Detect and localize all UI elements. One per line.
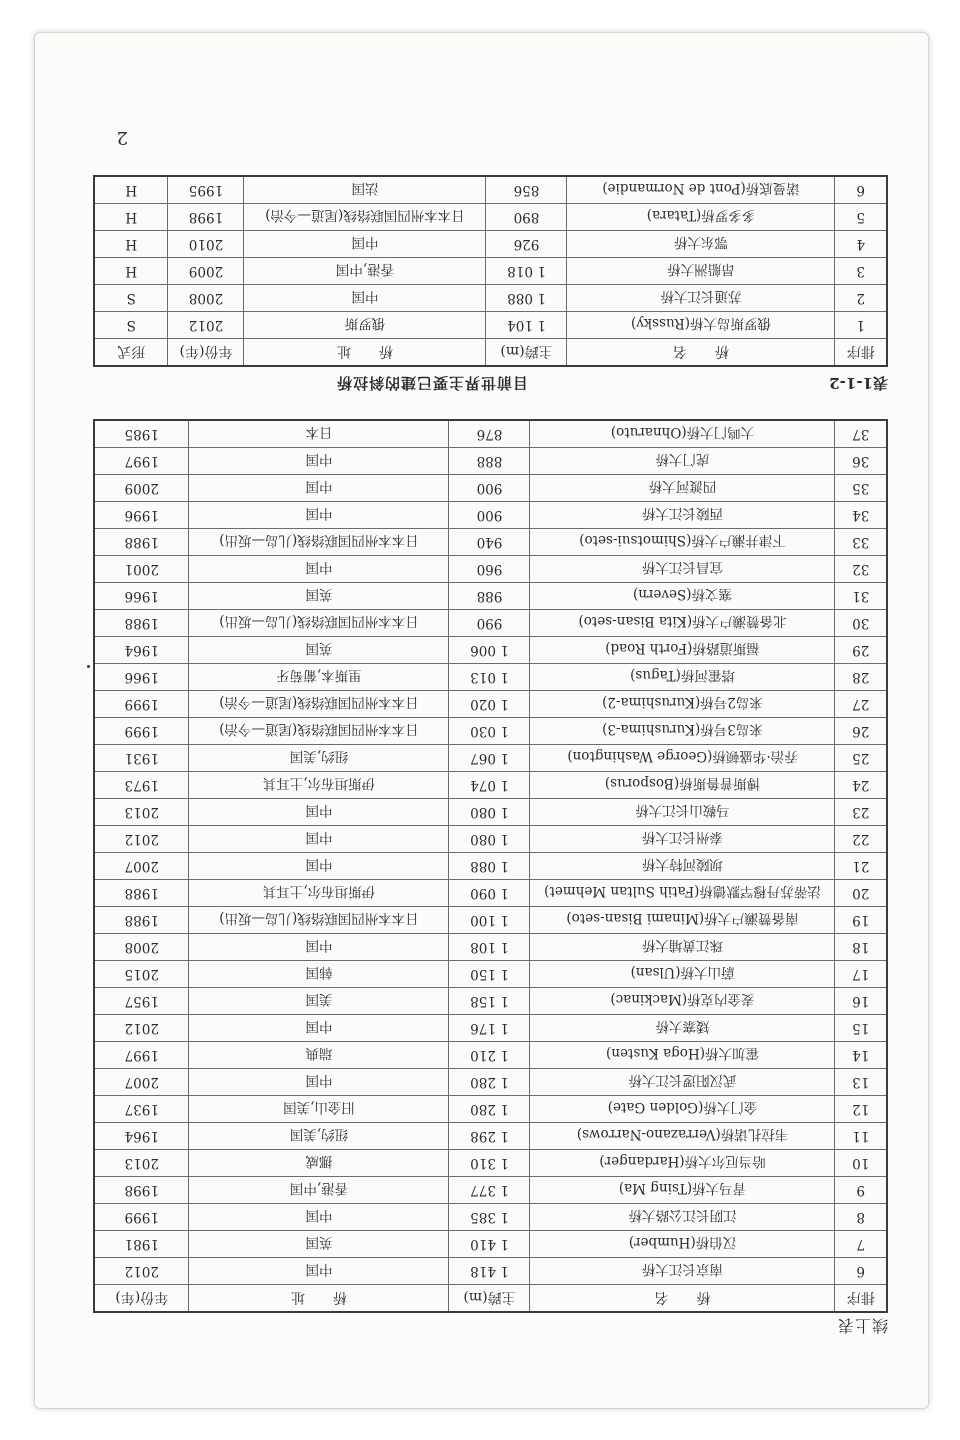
rank-cell: 29 (835, 637, 887, 664)
rank-cell: 8 (835, 1204, 887, 1231)
rank-cell: 4 (835, 231, 887, 258)
year-cell: 2012 (168, 312, 244, 339)
location-cell: 里斯本,葡萄牙 (189, 664, 449, 691)
rank-cell: 18 (835, 934, 887, 961)
rank-cell: 1 (835, 312, 887, 339)
bridge-name-cell: 来岛3号桥(Kurushima-3) (530, 718, 835, 745)
main-span-cell: 1 006 (449, 637, 530, 664)
table-row (94, 664, 887, 691)
location-cell: 日本本州四国联络线(儿岛—坂出) (189, 529, 449, 556)
table-row (94, 1069, 887, 1096)
location-cell: 中国 (189, 475, 449, 502)
bridge-name-cell: 昂船洲大桥 (567, 258, 835, 285)
rank-cell: 16 (835, 988, 887, 1015)
main-span-cell: 1 088 (449, 853, 530, 880)
year-cell: 1997 (94, 448, 189, 475)
rank-cell: 36 (835, 448, 887, 475)
form-cell: H (94, 204, 168, 231)
rank-cell: 28 (835, 664, 887, 691)
main-span-cell: 856 (486, 176, 567, 204)
bridge-name-cell: 博斯普鲁斯桥(Bosporus) (530, 772, 835, 799)
rank-cell: 34 (835, 502, 887, 529)
year-cell: 1966 (94, 583, 189, 610)
location-cell: 英国 (189, 1231, 449, 1258)
rank-cell: 17 (835, 961, 887, 988)
year-cell: 1957 (94, 988, 189, 1015)
location-cell: 挪威 (189, 1150, 449, 1177)
bridge-name-cell: 福斯道路桥(Forth Road) (530, 637, 835, 664)
year-cell: 2012 (94, 826, 189, 853)
rotated-page-content (35, 33, 928, 1408)
bridge-name-cell: 法蒂苏丹穆罕默德桥(Fatih Sultan Mehmet) (530, 880, 835, 907)
year-cell: 1981 (94, 1231, 189, 1258)
location-cell: 日本本州四国联络线(尾道—今治) (244, 204, 486, 231)
location-cell: 中国 (189, 934, 449, 961)
year-cell: 2001 (94, 556, 189, 583)
form-cell: S (94, 312, 168, 339)
bridge-name-cell: 大鸣门大桥(Ohnaruto) (530, 420, 835, 448)
rank-cell: 21 (835, 853, 887, 880)
location-cell: 中国 (189, 448, 449, 475)
main-span-cell: 1 030 (449, 718, 530, 745)
header-year: 年份(年) (168, 339, 244, 367)
table-row (94, 1096, 887, 1123)
location-cell: 中国 (189, 826, 449, 853)
rank-cell: 13 (835, 1069, 887, 1096)
table-row (94, 502, 887, 529)
main-span-cell: 960 (449, 556, 530, 583)
year-cell: 2007 (94, 1069, 189, 1096)
main-span-cell: 940 (449, 529, 530, 556)
year-cell: 1998 (168, 204, 244, 231)
form-cell: H (94, 231, 168, 258)
table-row (94, 1123, 887, 1150)
bridge-name-cell: 蔚山大桥(Ulsan) (530, 961, 835, 988)
bridge-name-cell: 珠江黄埔大桥 (530, 934, 835, 961)
table-row (94, 1231, 887, 1258)
location-cell: 香港,中国 (189, 1177, 449, 1204)
table-row (94, 745, 887, 772)
bridge-name-cell: 泰州长江大桥 (530, 826, 835, 853)
year-cell: 2012 (94, 1258, 189, 1285)
main-span-cell: 1 104 (486, 312, 567, 339)
main-span-cell: 1 080 (449, 799, 530, 826)
main-span-cell: 1 158 (449, 988, 530, 1015)
location-cell: 日本本州四国联络线(尾道—今治) (189, 718, 449, 745)
main-span-cell: 1 074 (449, 772, 530, 799)
location-cell: 瑞典 (189, 1042, 449, 1069)
table-row (94, 1042, 887, 1069)
bridge-name-cell: 南京长江大桥 (530, 1258, 835, 1285)
main-span-cell: 1 067 (449, 745, 530, 772)
rank-cell: 5 (835, 204, 887, 231)
main-span-cell: 926 (486, 231, 567, 258)
rank-cell: 35 (835, 475, 887, 502)
rank-cell: 11 (835, 1123, 887, 1150)
rank-cell: 15 (835, 1015, 887, 1042)
rank-cell: 23 (835, 799, 887, 826)
location-cell: 中国 (189, 1258, 449, 1285)
bridge-name-cell: 金门大桥(Golden Gate) (530, 1096, 835, 1123)
location-cell: 中国 (189, 1204, 449, 1231)
form-cell: H (94, 176, 168, 204)
table-row (94, 1204, 887, 1231)
year-cell: 1988 (94, 529, 189, 556)
table-row (94, 772, 887, 799)
header-main-span: 主跨(m) (449, 1285, 530, 1313)
table-row (94, 1150, 887, 1177)
header-rank: 排序 (835, 1285, 887, 1313)
bridge-name-cell: 马鞍山长江大桥 (530, 799, 835, 826)
bridge-name-cell: 武汉阳逻长江大桥 (530, 1069, 835, 1096)
year-cell: 2008 (94, 934, 189, 961)
bridge-name-cell: 鄂东大桥 (567, 231, 835, 258)
rank-cell: 19 (835, 907, 887, 934)
table-row (94, 529, 887, 556)
scan-speck (87, 665, 90, 668)
table-row (94, 583, 887, 610)
main-span-cell: 900 (449, 502, 530, 529)
location-cell: 英国 (189, 637, 449, 664)
main-span-cell: 888 (449, 448, 530, 475)
rank-cell: 2 (835, 285, 887, 312)
main-span-cell: 1 418 (449, 1258, 530, 1285)
year-cell: 1997 (94, 1042, 189, 1069)
bridge-name-cell: 青马大桥(Tsing Ma) (530, 1177, 835, 1204)
rank-cell: 20 (835, 880, 887, 907)
year-cell: 2007 (94, 853, 189, 880)
header-location: 桥 址 (244, 339, 486, 367)
table-row (94, 1258, 887, 1285)
table-row (94, 258, 887, 285)
table-row (94, 880, 887, 907)
main-span-cell: 1 210 (449, 1042, 530, 1069)
bridge-name-cell: 塔霍河桥(Tagus) (530, 664, 835, 691)
table-header-row (94, 339, 887, 367)
bridge-name-cell: 江阴长江公路大桥 (530, 1204, 835, 1231)
rank-cell: 22 (835, 826, 887, 853)
year-cell: 2012 (94, 1015, 189, 1042)
header-location: 桥 址 (189, 1285, 449, 1313)
page-number: 2 (116, 127, 128, 148)
bridge-name-cell: 苏通长江大桥 (567, 285, 835, 312)
year-cell: 2013 (94, 799, 189, 826)
bridge-name-cell: 哈当厄尔大桥(Hardanger) (530, 1150, 835, 1177)
bridge-name-cell: 塞文桥(Severn) (530, 583, 835, 610)
year-cell: 1998 (94, 1177, 189, 1204)
year-cell: 1999 (94, 718, 189, 745)
bridge-name-cell: 北备赞濑户大桥(Kita Bisan-seto) (530, 610, 835, 637)
year-cell: 2009 (94, 475, 189, 502)
rank-cell: 37 (835, 420, 887, 448)
location-cell: 香港,中国 (244, 258, 486, 285)
bridge-name-cell: 霍加大桥(Hoga Kusten) (530, 1042, 835, 1069)
location-cell: 韩国 (189, 961, 449, 988)
table-row (94, 1177, 887, 1204)
bridge-name-cell: 虎门大桥 (530, 448, 835, 475)
rank-cell: 3 (835, 258, 887, 285)
table-row (94, 637, 887, 664)
scanned-page (34, 32, 929, 1409)
table-row (94, 176, 887, 204)
location-cell: 中国 (189, 799, 449, 826)
bridge-name-cell: 多多罗桥(Tatara) (567, 204, 835, 231)
rank-cell: 27 (835, 691, 887, 718)
year-cell: 1973 (94, 772, 189, 799)
table-row (94, 204, 887, 231)
main-span-cell: 1 280 (449, 1096, 530, 1123)
year-cell: 1996 (94, 502, 189, 529)
table-body (94, 420, 887, 1285)
bridge-name-cell: 下津井濑户大桥(Shimotsui-seto) (530, 529, 835, 556)
year-cell: 2015 (94, 961, 189, 988)
main-span-cell: 1 280 (449, 1069, 530, 1096)
bridge-name-cell: 乔治·华盛顿桥(George Washington) (530, 745, 835, 772)
main-span-cell: 1 377 (449, 1177, 530, 1204)
rank-cell: 10 (835, 1150, 887, 1177)
table-row (94, 853, 887, 880)
header-year: 年份(年) (94, 1285, 189, 1313)
bridge-name-cell: 南备赞濑户大桥(Minami Bisan-seto) (530, 907, 835, 934)
table-row (94, 312, 887, 339)
main-span-cell: 1 385 (449, 1204, 530, 1231)
location-cell: 日本本州四国联络线(儿岛—坂出) (189, 610, 449, 637)
rank-cell: 26 (835, 718, 887, 745)
location-cell: 日本本州四国联络线(尾道—今治) (189, 691, 449, 718)
rank-cell: 7 (835, 1231, 887, 1258)
table-number: 表1-1-2 (829, 374, 888, 392)
header-form: 形式 (94, 339, 168, 367)
table-row (94, 934, 887, 961)
rank-cell: 30 (835, 610, 887, 637)
year-cell: 1964 (94, 1123, 189, 1150)
year-cell: 1988 (94, 610, 189, 637)
rank-cell: 24 (835, 772, 887, 799)
bridge-name-cell: 麦金内克桥(Mackinac) (530, 988, 835, 1015)
year-cell: 1964 (94, 637, 189, 664)
main-span-cell: 1 100 (449, 907, 530, 934)
bridge-name-cell: 宜昌长江大桥 (530, 556, 835, 583)
bridge-name-cell: 韦拉扎诺桥(Verrazano-Narrows) (530, 1123, 835, 1150)
table-row (94, 799, 887, 826)
bridge-name-cell: 矮寨大桥 (530, 1015, 835, 1042)
year-cell: 1999 (94, 691, 189, 718)
main-span-cell: 1 410 (449, 1231, 530, 1258)
bridge-name-cell: 坝陵河特大桥 (530, 853, 835, 880)
bridge-name-cell: 四渡河大桥 (530, 475, 835, 502)
bridge-name-cell: 西陵长江大桥 (530, 502, 835, 529)
location-cell: 伊斯坦布尔,土耳其 (189, 772, 449, 799)
table-header-row (94, 1285, 887, 1313)
table-row (94, 988, 887, 1015)
main-span-cell: 988 (449, 583, 530, 610)
table-row (94, 826, 887, 853)
main-span-cell: 1 088 (486, 285, 567, 312)
main-span-cell: 890 (486, 204, 567, 231)
rank-cell: 33 (835, 529, 887, 556)
main-span-cell: 1 013 (449, 664, 530, 691)
header-bridge-name: 桥 名 (567, 339, 835, 367)
location-cell: 旧金山,美国 (189, 1096, 449, 1123)
main-span-cell: 1 108 (449, 934, 530, 961)
table-title: 目前世界主要已建的斜拉桥 (335, 374, 528, 392)
main-span-cell: 1 090 (449, 880, 530, 907)
table-row (94, 420, 887, 448)
rank-cell: 14 (835, 1042, 887, 1069)
table-row (94, 907, 887, 934)
continued-suspension-bridge-table (93, 419, 888, 1313)
rank-cell: 31 (835, 583, 887, 610)
location-cell: 日本本州四国联络线(儿岛—坂出) (189, 907, 449, 934)
continued-label: 续上表 (836, 1316, 888, 1335)
location-cell: 日本 (189, 420, 449, 448)
main-span-cell: 1 310 (449, 1150, 530, 1177)
location-cell: 中国 (189, 502, 449, 529)
table-row (94, 610, 887, 637)
table-row (94, 231, 887, 258)
main-span-cell: 990 (449, 610, 530, 637)
table-row (94, 448, 887, 475)
header-main-span: 主跨(m) (486, 339, 567, 367)
main-span-cell: 1 018 (486, 258, 567, 285)
year-cell: 1995 (168, 176, 244, 204)
year-cell: 1988 (94, 880, 189, 907)
main-span-cell: 1 150 (449, 961, 530, 988)
rank-cell: 6 (835, 176, 887, 204)
rank-cell: 9 (835, 1177, 887, 1204)
main-span-cell: 876 (449, 420, 530, 448)
main-span-cell: 900 (449, 475, 530, 502)
cable-stayed-bridge-table (93, 175, 888, 367)
rank-cell: 6 (835, 1258, 887, 1285)
location-cell: 俄罗斯 (244, 312, 486, 339)
location-cell: 美国 (189, 988, 449, 1015)
bridge-name-cell: 汉伯桥(Humber) (530, 1231, 835, 1258)
year-cell: 1985 (94, 420, 189, 448)
bridge-name-cell: 诺曼底桥(Pont de Normandie) (567, 176, 835, 204)
year-cell: 2010 (168, 231, 244, 258)
table-body (94, 176, 887, 339)
main-span-cell: 1 176 (449, 1015, 530, 1042)
location-cell: 伊斯坦布尔,土耳其 (189, 880, 449, 907)
year-cell: 1931 (94, 745, 189, 772)
bridge-name-cell: 俄罗斯岛大桥(Russky) (567, 312, 835, 339)
table-row (94, 285, 887, 312)
year-cell: 1937 (94, 1096, 189, 1123)
location-cell: 中国 (189, 1069, 449, 1096)
main-span-cell: 1 298 (449, 1123, 530, 1150)
table-row (94, 961, 887, 988)
form-cell: S (94, 285, 168, 312)
year-cell: 1966 (94, 664, 189, 691)
table-row (94, 556, 887, 583)
table-row (94, 1015, 887, 1042)
rank-cell: 25 (835, 745, 887, 772)
location-cell: 中国 (244, 285, 486, 312)
main-span-cell: 1 020 (449, 691, 530, 718)
year-cell: 1999 (94, 1204, 189, 1231)
form-cell: H (94, 258, 168, 285)
header-rank: 排序 (835, 339, 887, 367)
location-cell: 中国 (189, 1015, 449, 1042)
rank-cell: 12 (835, 1096, 887, 1123)
main-span-cell: 1 080 (449, 826, 530, 853)
location-cell: 中国 (244, 231, 486, 258)
location-cell: 纽约,美国 (189, 745, 449, 772)
location-cell: 中国 (189, 853, 449, 880)
header-bridge-name: 桥 名 (530, 1285, 835, 1313)
location-cell: 法国 (244, 176, 486, 204)
location-cell: 中国 (189, 556, 449, 583)
location-cell: 纽约,美国 (189, 1123, 449, 1150)
bridge-name-cell: 来岛2号桥(Kurushima-2) (530, 691, 835, 718)
year-cell: 1988 (94, 907, 189, 934)
table-row (94, 475, 887, 502)
year-cell: 2009 (168, 258, 244, 285)
year-cell: 2008 (168, 285, 244, 312)
table-row (94, 718, 887, 745)
year-cell: 2013 (94, 1150, 189, 1177)
location-cell: 英国 (189, 583, 449, 610)
table-row (94, 691, 887, 718)
rank-cell: 32 (835, 556, 887, 583)
table-caption (95, 372, 888, 394)
